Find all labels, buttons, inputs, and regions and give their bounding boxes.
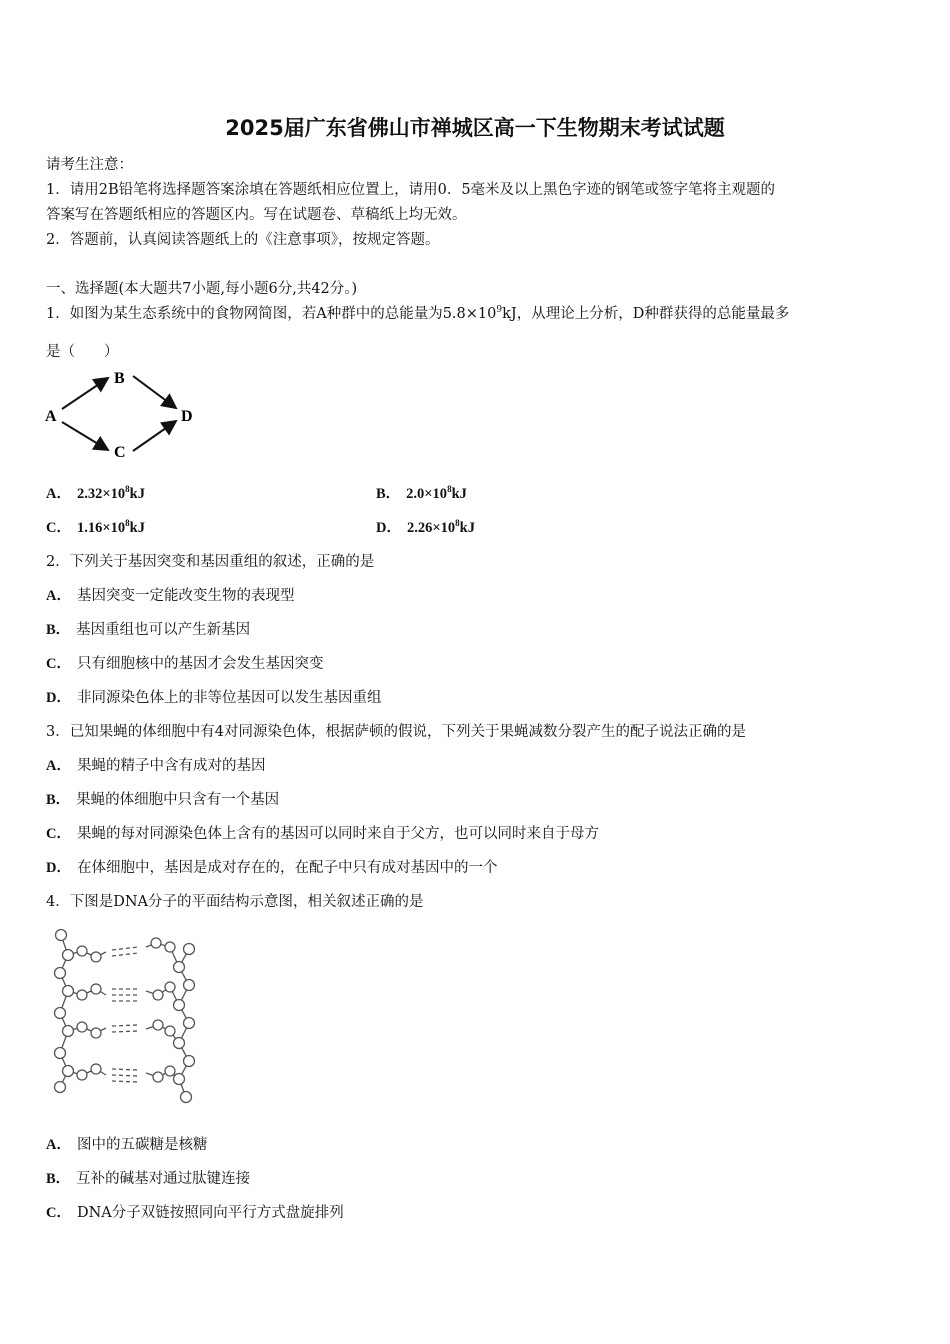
q4-option-c[interactable]: C． DNA分子双链按照同向平行方式盘旋排列 [46, 1205, 344, 1221]
q3-option-a[interactable]: A． 果蝇的精子中含有成对的基因 [46, 758, 266, 774]
q3-stem: 3．已知果蝇的体细胞中有4对同源染色体，根据萨顿的假说，下列关于果蝇减数分裂产生的配子说法正确的是 [46, 724, 746, 740]
notice-heading: 请考生注意： [46, 157, 133, 173]
q1-option-c[interactable]: C． $1.16\times 10^8kJ$ [46, 518, 145, 536]
node-c: C [114, 444, 126, 461]
dna-structure-diagram [46, 925, 206, 1110]
arrow-c-d [133, 421, 176, 451]
q1-stem-line2: 是（ ） [46, 344, 119, 360]
q2-option-b[interactable]: B． 基因重组也可以产生新基因 [46, 622, 251, 638]
food-web-diagram [40, 364, 210, 464]
q1-option-d[interactable]: D． $2.26\times 10^8kJ$ [376, 518, 475, 536]
notice-line-3: 2．答题前，认真阅读答题纸上的《注意事项》，按规定答题。 [46, 232, 440, 248]
node-d: D [181, 408, 193, 425]
q3-option-d[interactable]: D． 在体细胞中，基因是成对存在的，在配子中只有成对基因中的一个 [46, 860, 498, 876]
q1-option-b[interactable]: B． $2.0\times 10^8kJ$ [376, 484, 467, 502]
q2-option-d[interactable]: D． 非同源染色体上的非等位基因可以发生基因重组 [46, 690, 382, 706]
node-a: A [45, 408, 57, 425]
arrow-a-c [62, 422, 108, 450]
node-b: B [114, 370, 125, 387]
q4-stem: 4．下图是DNA分子的平面结构示意图，相关叙述正确的是 [46, 894, 424, 910]
arrow-a-b [62, 378, 108, 409]
q2-option-c[interactable]: C． 只有细胞核中的基因才会发生基因突变 [46, 656, 324, 672]
section-heading: 一、选择题(本大题共7小题,每小题6分,共42分。) [46, 281, 358, 297]
q1-stem: 1．如图为某生态系统中的食物网简图，若A种群中的总能量为$5.8\times 10^9kJ$，从理论上分析，D种群获得的总能量最多 [46, 305, 790, 322]
arrow-b-d [133, 376, 176, 408]
q3-option-c[interactable]: C． 果蝇的每对同源染色体上含有的基因可以同时来自于父方，也可以同时来自于母方 [46, 826, 599, 842]
q2-stem: 2．下列关于基因突变和基因重组的叙述，正确的是 [46, 554, 375, 570]
notice-line-2: 答案写在答题纸相应的答题区内。写在试题卷、草稿纸上均无效。 [46, 207, 467, 223]
q4-option-b[interactable]: B． 互补的碱基对通过肽键连接 [46, 1171, 251, 1187]
q2-option-a[interactable]: A． 基因突变一定能改变生物的表现型 [46, 588, 295, 604]
q1-option-a[interactable]: A． $2.32\times 10^8kJ$ [46, 484, 145, 502]
notice-line-1: 1．请用2B铅笔将选择题答案涂填在答题纸相应位置上，请用0．5毫米及以上黑色字迹的钢笔或签字笔将主观题的 [46, 182, 776, 198]
page-title: 2025届广东省佛山市禅城区高一下生物期末考试试题 [225, 116, 725, 140]
q4-option-a[interactable]: A． 图中的五碳糖是核糖 [46, 1137, 208, 1153]
q3-option-b[interactable]: B． 果蝇的体细胞中只含有一个基因 [46, 792, 280, 808]
